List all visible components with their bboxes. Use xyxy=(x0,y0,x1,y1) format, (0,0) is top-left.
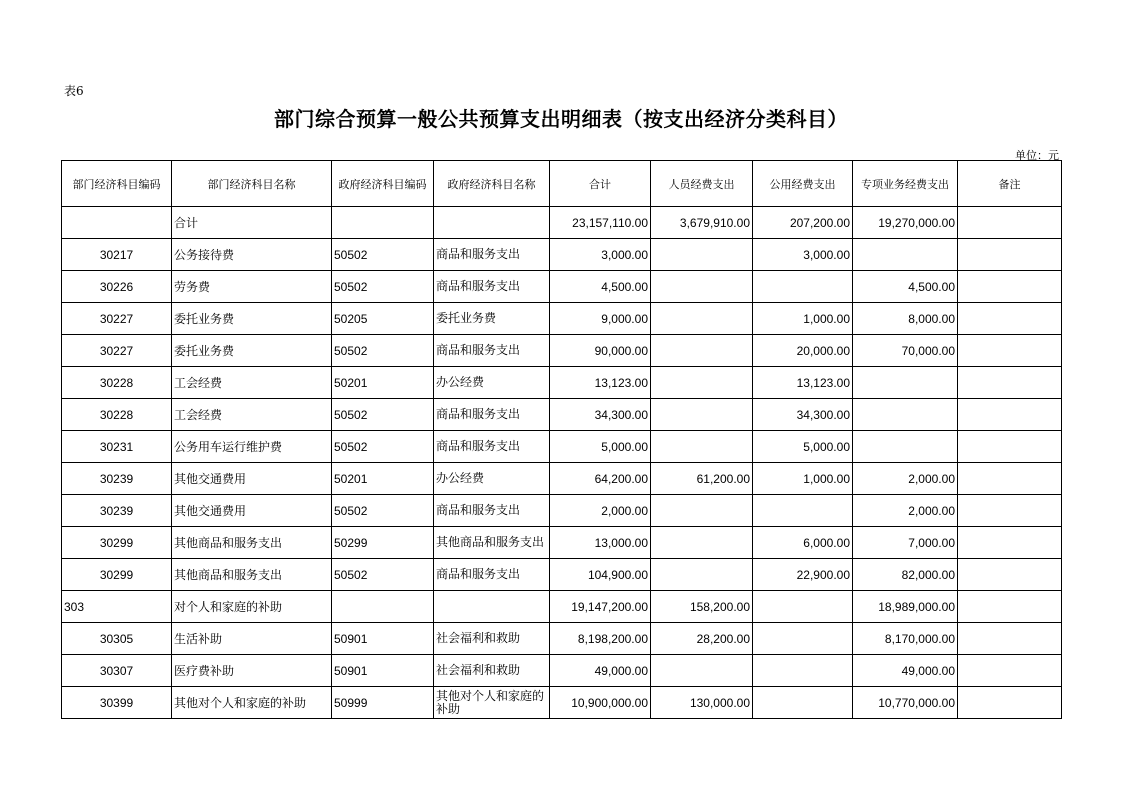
public-cell: 6,000.00 xyxy=(753,527,853,559)
total-cell: 13,123.00 xyxy=(550,367,651,399)
special-cell: 82,000.00 xyxy=(853,559,958,591)
total-cell: 49,000.00 xyxy=(550,655,651,687)
table-number: 表6 xyxy=(64,84,84,98)
header-special: 专项业务经费支出 xyxy=(853,161,958,207)
dept-code-cell: 30226 xyxy=(62,271,172,303)
special-cell: 70,000.00 xyxy=(853,335,958,367)
special-cell: 4,500.00 xyxy=(853,271,958,303)
personnel-cell xyxy=(651,655,753,687)
personnel-cell xyxy=(651,239,753,271)
personnel-cell xyxy=(651,271,753,303)
dept-name-cell: 其他商品和服务支出 xyxy=(172,559,332,591)
special-cell xyxy=(853,367,958,399)
dept-code-cell: 303 xyxy=(62,591,172,623)
dept-name-cell: 生活补助 xyxy=(172,623,332,655)
total-cell: 90,000.00 xyxy=(550,335,651,367)
dept-name-cell: 公务接待费 xyxy=(172,239,332,271)
gov-name-cell: 社会福利和救助 xyxy=(434,655,550,687)
note-cell xyxy=(958,207,1062,239)
note-cell xyxy=(958,335,1062,367)
table-row xyxy=(62,207,1062,239)
dept-name-cell: 其他对个人和家庭的补助 xyxy=(172,687,332,719)
gov-code-cell: 50502 xyxy=(332,559,434,591)
public-cell xyxy=(753,687,853,719)
total-cell: 9,000.00 xyxy=(550,303,651,335)
public-cell xyxy=(753,591,853,623)
header-gov-code: 政府经济科目编码 xyxy=(332,161,434,207)
note-cell xyxy=(958,655,1062,687)
public-cell: 3,000.00 xyxy=(753,239,853,271)
total-cell: 64,200.00 xyxy=(550,463,651,495)
gov-name-cell xyxy=(434,591,550,623)
dept-name-cell: 工会经费 xyxy=(172,367,332,399)
table-row xyxy=(62,527,1062,559)
dept-name-cell: 其他商品和服务支出 xyxy=(172,527,332,559)
dept-code-cell: 30239 xyxy=(62,495,172,527)
unit-label: 单位：元 xyxy=(1015,149,1059,162)
note-cell xyxy=(958,623,1062,655)
personnel-cell xyxy=(651,303,753,335)
dept-code-cell: 30227 xyxy=(62,335,172,367)
budget-detail-table xyxy=(61,160,1062,719)
gov-name-cell: 办公经费 xyxy=(434,367,550,399)
gov-code-cell: 50502 xyxy=(332,431,434,463)
dept-name-cell: 合计 xyxy=(172,207,332,239)
table-row xyxy=(62,463,1062,495)
personnel-cell xyxy=(651,399,753,431)
public-cell: 207,200.00 xyxy=(753,207,853,239)
special-cell: 2,000.00 xyxy=(853,463,958,495)
header-dept-name: 部门经济科目名称 xyxy=(172,161,332,207)
gov-code-cell: 50502 xyxy=(332,239,434,271)
special-cell: 18,989,000.00 xyxy=(853,591,958,623)
table-row xyxy=(62,495,1062,527)
dept-name-cell: 对个人和家庭的补助 xyxy=(172,591,332,623)
public-cell: 1,000.00 xyxy=(753,463,853,495)
note-cell xyxy=(958,303,1062,335)
gov-code-cell xyxy=(332,207,434,239)
gov-code-cell: 50201 xyxy=(332,367,434,399)
note-cell xyxy=(958,239,1062,271)
personnel-cell xyxy=(651,527,753,559)
dept-name-cell: 其他交通费用 xyxy=(172,463,332,495)
gov-code-cell: 50205 xyxy=(332,303,434,335)
personnel-cell: 28,200.00 xyxy=(651,623,753,655)
note-cell xyxy=(958,559,1062,591)
table-header-row xyxy=(62,161,1062,207)
total-cell: 3,000.00 xyxy=(550,239,651,271)
gov-code-cell: 50999 xyxy=(332,687,434,719)
gov-code-cell: 50502 xyxy=(332,495,434,527)
public-cell: 1,000.00 xyxy=(753,303,853,335)
dept-name-cell: 公务用车运行维护费 xyxy=(172,431,332,463)
gov-name-cell: 委托业务费 xyxy=(434,303,550,335)
gov-name-cell: 商品和服务支出 xyxy=(434,559,550,591)
special-cell: 8,000.00 xyxy=(853,303,958,335)
gov-code-cell xyxy=(332,591,434,623)
note-cell xyxy=(958,495,1062,527)
special-cell: 8,170,000.00 xyxy=(853,623,958,655)
table-row xyxy=(62,591,1062,623)
public-cell: 13,123.00 xyxy=(753,367,853,399)
gov-code-cell: 50502 xyxy=(332,271,434,303)
note-cell xyxy=(958,463,1062,495)
dept-code-cell: 30307 xyxy=(62,655,172,687)
gov-code-cell: 50901 xyxy=(332,623,434,655)
special-cell: 10,770,000.00 xyxy=(853,687,958,719)
dept-code-cell: 30305 xyxy=(62,623,172,655)
dept-name-cell: 工会经费 xyxy=(172,399,332,431)
personnel-cell xyxy=(651,495,753,527)
public-cell: 20,000.00 xyxy=(753,335,853,367)
dept-code-cell: 30228 xyxy=(62,399,172,431)
header-gov-name: 政府经济科目名称 xyxy=(434,161,550,207)
note-cell xyxy=(958,399,1062,431)
table-row xyxy=(62,431,1062,463)
public-cell xyxy=(753,655,853,687)
total-cell: 23,157,110.00 xyxy=(550,207,651,239)
gov-name-cell: 其他对个人和家庭的补助 xyxy=(434,687,550,719)
total-cell: 4,500.00 xyxy=(550,271,651,303)
public-cell xyxy=(753,271,853,303)
gov-name-cell: 社会福利和救助 xyxy=(434,623,550,655)
special-cell: 7,000.00 xyxy=(853,527,958,559)
table-row xyxy=(62,303,1062,335)
gov-name-cell: 商品和服务支出 xyxy=(434,431,550,463)
header-note: 备注 xyxy=(958,161,1062,207)
public-cell xyxy=(753,623,853,655)
dept-code-cell: 30299 xyxy=(62,559,172,591)
header-personnel: 人员经费支出 xyxy=(651,161,753,207)
table-row xyxy=(62,623,1062,655)
table-row xyxy=(62,239,1062,271)
public-cell: 34,300.00 xyxy=(753,399,853,431)
personnel-cell xyxy=(651,431,753,463)
personnel-cell: 130,000.00 xyxy=(651,687,753,719)
gov-name-cell: 商品和服务支出 xyxy=(434,271,550,303)
header-dept-code: 部门经济科目编码 xyxy=(62,161,172,207)
total-cell: 5,000.00 xyxy=(550,431,651,463)
total-cell: 104,900.00 xyxy=(550,559,651,591)
dept-name-cell: 其他交通费用 xyxy=(172,495,332,527)
dept-code-cell: 30228 xyxy=(62,367,172,399)
personnel-cell xyxy=(651,559,753,591)
dept-name-cell: 劳务费 xyxy=(172,271,332,303)
gov-name-cell xyxy=(434,207,550,239)
public-cell: 22,900.00 xyxy=(753,559,853,591)
gov-name-cell: 办公经费 xyxy=(434,463,550,495)
personnel-cell: 3,679,910.00 xyxy=(651,207,753,239)
dept-code-cell: 30239 xyxy=(62,463,172,495)
personnel-cell xyxy=(651,367,753,399)
public-cell xyxy=(753,495,853,527)
note-cell xyxy=(958,591,1062,623)
total-cell: 10,900,000.00 xyxy=(550,687,651,719)
gov-name-cell: 商品和服务支出 xyxy=(434,239,550,271)
gov-code-cell: 50502 xyxy=(332,399,434,431)
table-row xyxy=(62,399,1062,431)
dept-name-cell: 委托业务费 xyxy=(172,303,332,335)
total-cell: 8,198,200.00 xyxy=(550,623,651,655)
dept-code-cell xyxy=(62,207,172,239)
dept-code-cell: 30231 xyxy=(62,431,172,463)
special-cell xyxy=(853,239,958,271)
total-cell: 19,147,200.00 xyxy=(550,591,651,623)
special-cell: 49,000.00 xyxy=(853,655,958,687)
header-public: 公用经费支出 xyxy=(753,161,853,207)
gov-name-cell: 商品和服务支出 xyxy=(434,335,550,367)
table-row xyxy=(62,271,1062,303)
gov-code-cell: 50201 xyxy=(332,463,434,495)
personnel-cell xyxy=(651,335,753,367)
dept-code-cell: 30227 xyxy=(62,303,172,335)
table-row xyxy=(62,655,1062,687)
gov-name-cell: 其他商品和服务支出 xyxy=(434,527,550,559)
note-cell xyxy=(958,687,1062,719)
total-cell: 13,000.00 xyxy=(550,527,651,559)
public-cell: 5,000.00 xyxy=(753,431,853,463)
total-cell: 34,300.00 xyxy=(550,399,651,431)
note-cell xyxy=(958,431,1062,463)
gov-name-cell: 商品和服务支出 xyxy=(434,495,550,527)
dept-code-cell: 30217 xyxy=(62,239,172,271)
dept-name-cell: 医疗费补助 xyxy=(172,655,332,687)
table-row xyxy=(62,367,1062,399)
gov-code-cell: 50299 xyxy=(332,527,434,559)
table-row xyxy=(62,687,1062,719)
page-title: 部门综合预算一般公共预算支出明细表（按支出经济分类科目） xyxy=(274,107,848,131)
note-cell xyxy=(958,271,1062,303)
dept-name-cell: 委托业务费 xyxy=(172,335,332,367)
personnel-cell: 61,200.00 xyxy=(651,463,753,495)
gov-code-cell: 50502 xyxy=(332,335,434,367)
note-cell xyxy=(958,367,1062,399)
note-cell xyxy=(958,527,1062,559)
special-cell xyxy=(853,431,958,463)
table-row xyxy=(62,335,1062,367)
gov-name-cell: 商品和服务支出 xyxy=(434,399,550,431)
dept-code-cell: 30299 xyxy=(62,527,172,559)
special-cell xyxy=(853,399,958,431)
table-row xyxy=(62,559,1062,591)
dept-code-cell: 30399 xyxy=(62,687,172,719)
special-cell: 19,270,000.00 xyxy=(853,207,958,239)
special-cell: 2,000.00 xyxy=(853,495,958,527)
personnel-cell: 158,200.00 xyxy=(651,591,753,623)
header-total: 合计 xyxy=(550,161,651,207)
gov-code-cell: 50901 xyxy=(332,655,434,687)
total-cell: 2,000.00 xyxy=(550,495,651,527)
